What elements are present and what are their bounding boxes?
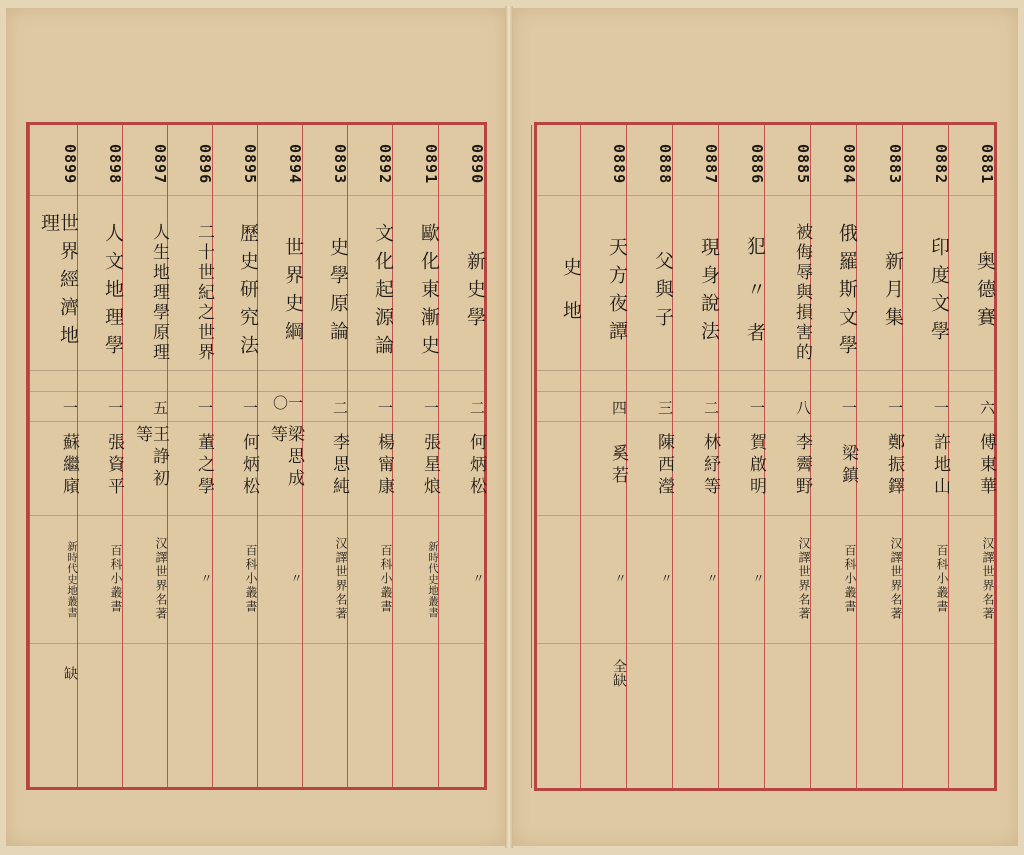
entry-remark [168,653,212,693]
book-author: 何炳松 [239,433,259,499]
book-title: 歷史研究法 [237,223,259,363]
volume-count: 八 [794,399,812,415]
book-author: 鄭振鐸 [884,433,904,499]
book-title: 文化起源論 [372,223,394,363]
volume-count: 一〇 [271,395,304,410]
right-catalog-table [534,122,997,791]
book-author: 梁思成等 [267,425,304,491]
catalog-code: 0887 [702,143,720,185]
entry-remark [903,653,948,693]
book-series: 百科小叢書 [935,544,949,614]
volume-count: 六 [978,399,996,415]
catalog-code: 0895 [241,143,259,185]
volume-count [532,395,580,419]
book-author: 張星烺 [420,433,440,499]
entry-remark [719,653,764,693]
catalog-code: 0884 [840,143,858,185]
book-author: 王諍初等 [132,425,169,491]
entry-remark [258,653,302,693]
book-series: 百科小叢書 [379,544,393,614]
entry-remark [765,653,810,693]
book-title: 歐化東漸史 [418,223,440,363]
book-series: 〃 [751,572,765,586]
volume-count: 三 [656,399,674,415]
volume-count: 一 [61,399,79,415]
entry-remark [439,653,484,693]
entry-remark [857,653,902,693]
book-author [532,425,580,507]
left-catalog-table [26,122,487,790]
entry-remark [949,653,994,693]
book-title: 犯 〃 者 [744,235,766,351]
catalog-code: 0882 [932,143,950,185]
catalog-entry [212,125,257,787]
volume-count: 一 [106,399,124,415]
book-author: 張資平 [104,433,124,499]
catalog-entry [810,125,856,788]
catalog-entry [948,125,994,788]
book-title: 新月集 [882,251,904,335]
book-author: 傅東華 [976,433,996,499]
book-title: 俄羅斯文學 [836,223,858,363]
entry-remark: 全缺 [611,659,627,687]
book-series [532,519,580,639]
catalog-code: 0889 [610,143,628,185]
catalog-code: 0897 [151,143,169,185]
volume-count: 一 [376,399,394,415]
catalog-entry [902,125,948,788]
catalog-entry [580,125,626,788]
catalog-code: 0898 [106,143,124,185]
catalog-code: 0891 [422,143,440,185]
book-author: 蘇繼廎 [59,433,79,499]
entry-remark: 缺 [62,666,78,680]
volume-count: 一 [840,399,858,415]
book-title: 世界史綱 [282,237,304,349]
entry-remark [78,653,122,693]
catalog-entry [29,125,77,787]
volume-count: 一 [932,399,950,415]
catalog-code: 0892 [376,143,394,185]
catalog-code: 0881 [978,143,996,185]
volume-count: 二 [331,399,349,415]
entry-remark [811,653,856,693]
book-title: 史學原論 [327,237,349,349]
book-title: 世界經濟地理 [38,213,79,353]
volume-count: 一 [748,399,766,415]
catalog-entry [392,125,438,787]
book-title: 人生地理學原理 [149,223,169,363]
catalog-entry [302,125,347,787]
book-series: 百科小叢書 [109,544,123,614]
catalog-entry [167,125,212,787]
catalog-entry [347,125,392,787]
book-author: 梁鎮 [838,444,858,488]
catalog-entry [856,125,902,788]
book-title: 印度文學 [928,237,950,349]
catalog-code: 0899 [61,143,79,185]
book-title: 史 地 [560,257,582,329]
book-title: 新史學 [464,251,486,335]
book-series: 〃 [659,572,673,586]
entry-remark [627,653,672,693]
catalog-entry [764,125,810,788]
book-title: 現身說法 [698,237,720,349]
book-series: 汉譯世界名著 [334,537,348,621]
book-series: 百科小叢書 [843,544,857,614]
catalog-code: 0890 [468,143,486,185]
volume-count: 一 [886,399,904,415]
entry-remark [673,653,718,693]
catalog-entry [626,125,672,788]
entry-remark [303,653,347,693]
volume-count: 一 [241,399,259,415]
book-author: 李霽野 [792,433,812,499]
catalog-entry [672,125,718,788]
book-series: 百科小叢書 [244,544,258,614]
catalog-entry [718,125,764,788]
volume-count: 二 [702,399,720,415]
catalog-entry [257,125,302,787]
volume-count: 一 [196,399,214,415]
book-author: 董之學 [194,433,214,499]
book-series: 新時代史地叢書 [427,540,439,618]
volume-count: 一 [422,399,440,415]
volume-count: 二 [468,399,486,415]
book-title: 人文地理學 [102,223,124,363]
catalog-entry [438,125,484,787]
book-series: 汉譯世界名著 [797,537,811,621]
book-author: 陳西瀅 [654,433,674,499]
volume-count: 四 [610,399,628,415]
entry-remark [393,653,438,693]
book-author: 許地山 [930,433,950,499]
catalog-code: 0888 [656,143,674,185]
book-title: 二十世紀之世界 [194,223,214,363]
catalog-code: 0886 [748,143,766,185]
catalog-code [532,135,580,193]
catalog-code: 0883 [886,143,904,185]
book-title: 天方夜譚 [606,237,628,349]
catalog-entry [77,125,122,787]
book-author: 賀啟明 [746,433,766,499]
book-author: 何炳松 [466,433,486,499]
book-author: 楊甯康 [374,433,394,499]
catalog-code: 0894 [286,143,304,185]
entry-remark [348,653,392,693]
book-series: 汉譯世界名著 [154,537,168,621]
book-author: 奚若 [608,444,628,488]
book-series: 〃 [705,572,719,586]
catalog-code: 0896 [196,143,214,185]
book-title: 被侮辱與損害的 [792,223,812,363]
book-author: 李思純 [329,433,349,499]
book-series: 〃 [613,572,627,586]
book-author: 林紓等 [700,433,720,499]
book-series: 〃 [289,572,303,586]
catalog-entry [122,125,167,787]
book-gutter [505,6,513,848]
catalog-code: 0885 [794,143,812,185]
volume-count: 五 [151,399,169,415]
catalog-entry [531,125,580,788]
book-series: 汉譯世界名著 [889,537,903,621]
book-series: 〃 [199,572,213,586]
book-title: 父與子 [652,251,674,335]
entry-remark [213,653,257,693]
entry-remark [532,653,580,693]
catalog-code: 0893 [331,143,349,185]
book-series: 〃 [471,572,485,586]
book-title: 奥德賽 [974,251,996,335]
book-series: 汉譯世界名著 [981,537,995,621]
book-series: 新時代史地叢書 [66,540,78,618]
entry-remark [123,653,167,693]
